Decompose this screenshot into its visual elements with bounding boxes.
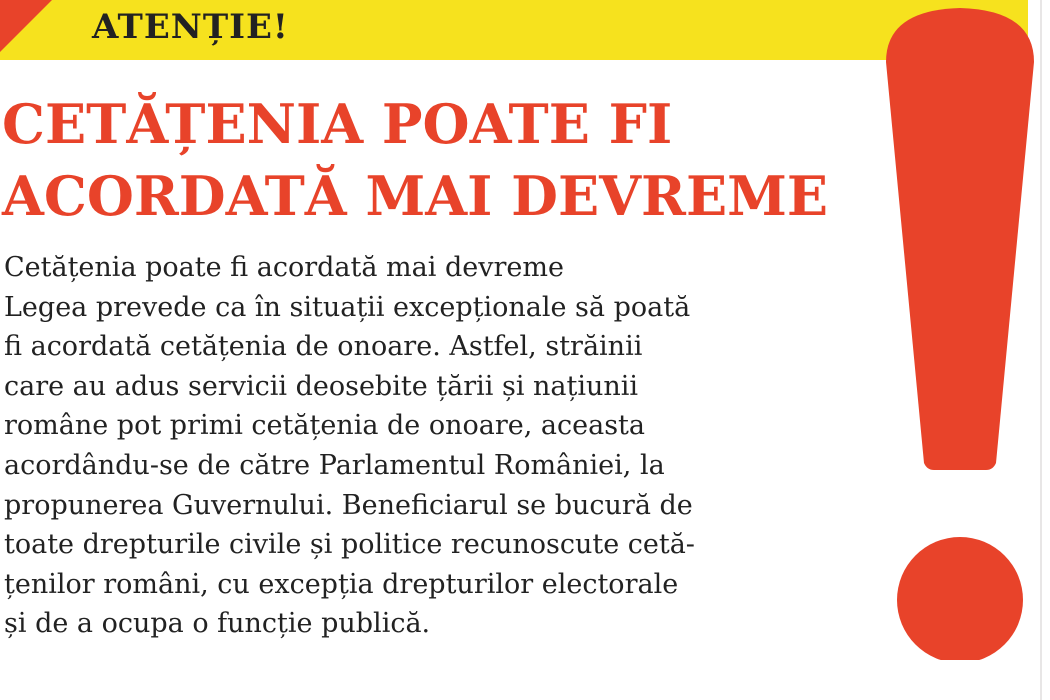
banner-label: ATENȚIE! bbox=[92, 7, 289, 47]
headline-line-1: CETĂȚENIA POATE FI bbox=[2, 92, 673, 156]
body-line-1: Cetățenia poate fi acordată mai devreme bbox=[4, 252, 564, 283]
exclamation-mark-icon bbox=[870, 0, 1050, 660]
body-line-9: țenilor români, cu excepția drepturilor electorale bbox=[4, 568, 679, 600]
exclamation-bar bbox=[886, 8, 1034, 470]
body-line-8: toate drepturile civile și politice recunoscute cetă- bbox=[4, 529, 695, 561]
body-line-7: propunerea Guvernului. Beneficiarul se bucură de bbox=[4, 489, 693, 521]
body-line-4: care au adus servicii deosebite țării și națiunii bbox=[4, 370, 639, 402]
headline bbox=[2, 88, 862, 232]
body-line-5: române pot primi cetățenia de onoare, aceasta bbox=[4, 410, 645, 442]
body-line-3: fi acordată cetățenia de onoare. Astfel, străinii bbox=[4, 331, 643, 363]
body-line-2: Legea prevede ca în situații excepționale să poată bbox=[4, 291, 691, 323]
headline-line-2: ACORDATĂ MAI DEVREME bbox=[2, 164, 829, 228]
body-line-6: acordându-se de către Parlamentul României, la bbox=[4, 449, 665, 481]
body-line-10: și de a ocupa o funcție publică. bbox=[4, 608, 431, 640]
article-body bbox=[4, 248, 864, 644]
exclamation-dot bbox=[897, 537, 1023, 660]
corner-triangle bbox=[0, 0, 52, 52]
